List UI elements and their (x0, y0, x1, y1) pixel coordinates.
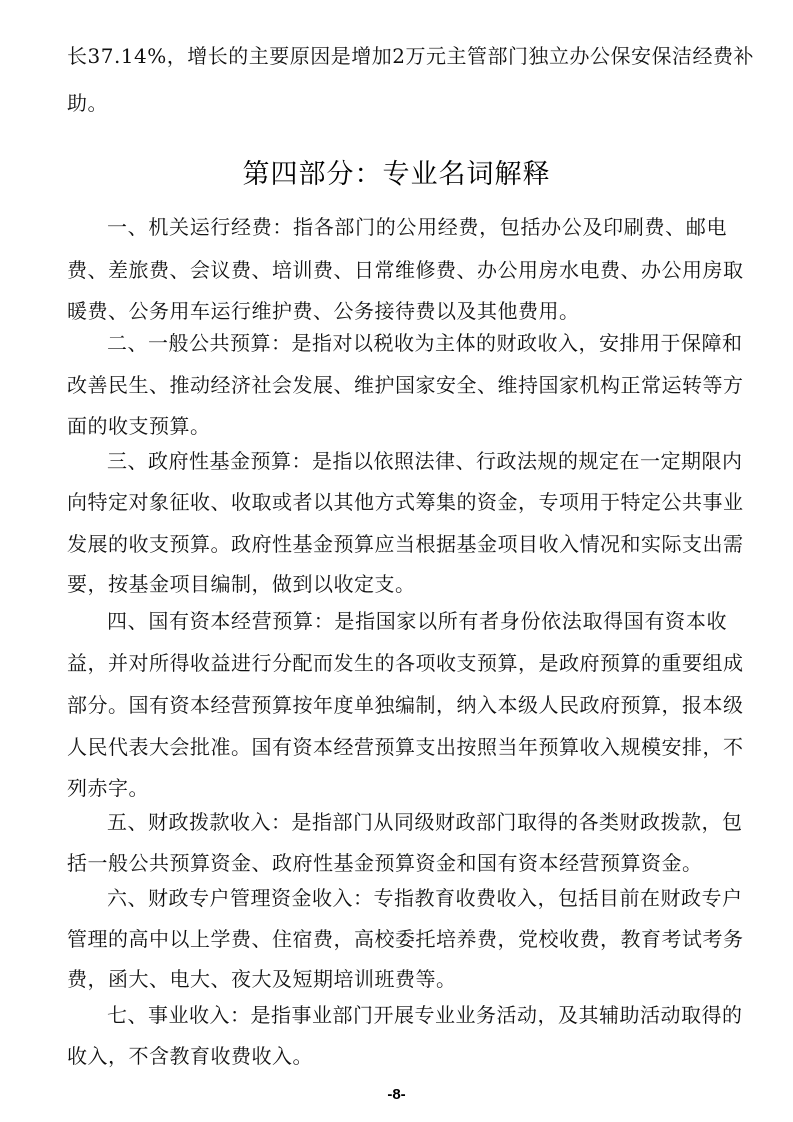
paragraph-line: 改善民生、推动经济社会发展、维护国家安全、维持国家机构正常运转等方 (67, 373, 744, 397)
paragraph-line: 助。 (67, 91, 108, 115)
paragraph-line: 五、财政拨款收入：是指部门从同级财政部门取得的各类财政拨款，包 (107, 810, 743, 834)
paragraph-line: 管理的高中以上学费、住宿费，高校委托培养费，党校收费，教育考试考务 (67, 927, 744, 951)
paragraph-line: 三、政府性基金预算：是指以依照法律、行政法规的规定在一定期限内 (107, 449, 743, 473)
paragraph-line: 四、国有资本经营预算：是指国家以所有者身份依法取得国有资本收 (107, 609, 727, 633)
paragraph-line: 七、事业收入：是指事业部门开展专业业务活动，及其辅助活动取得的 (107, 1003, 743, 1027)
paragraph-line: 列赤字。 (67, 776, 149, 800)
paragraph-line: 费，函大、电大、夜大及短期培训班费等。 (67, 967, 457, 991)
paragraph-line: 人民代表大会批准。国有资本经营预算支出按照当年预算收入规模安排，不 (67, 735, 744, 759)
paragraph-line: 益，并对所得收益进行分配而发生的各项收支预算，是政府预算的重要组成 (67, 651, 744, 675)
paragraph-line: 部分。国有资本经营预算按年度单独编制，纳入本级人民政府预算，报本级 (67, 693, 744, 717)
paragraph-line: 暖费、公务用车运行维护费、公务接待费以及其他费用。 (67, 299, 580, 323)
paragraph-line: 一、机关运行经费：指各部门的公用经费，包括办公及印刷费、邮电 (107, 215, 727, 239)
paragraph-line: 六、财政专户管理资金收入：专指教育收费收入，包括目前在财政专户 (107, 886, 743, 910)
paragraph-line: 发展的收支预算。政府性基金预算应当根据基金项目收入情况和实际支出需 (67, 532, 744, 556)
paragraph-line: 括一般公共预算资金、政府性基金预算资金和国有资本经营预算资金。 (67, 851, 703, 875)
paragraph-line: 长37.14%，增长的主要原因是增加2万元主管部门独立办公保安保洁经费补 (67, 44, 754, 68)
paragraph-line: 费、差旅费、会议费、培训费、日常维修费、办公用房水电费、办公用房取 (67, 258, 744, 282)
paragraph-line: 要，按基金项目编制，做到以收定支。 (67, 572, 416, 596)
paragraph-line: 二、一般公共预算：是指对以税收为主体的财政收入，安排用于保障和 (107, 331, 743, 355)
paragraph-line: 向特定对象征收、收取或者以其他方式筹集的资金，专项用于特定公共事业 (67, 490, 744, 514)
paragraph-line: 面的收支预算。 (67, 414, 211, 438)
section-heading: 第四部分：专业名词解释 (242, 159, 551, 190)
page-number: -8- (387, 1086, 406, 1103)
paragraph-line: 收入，不含教育收费收入。 (67, 1044, 313, 1068)
